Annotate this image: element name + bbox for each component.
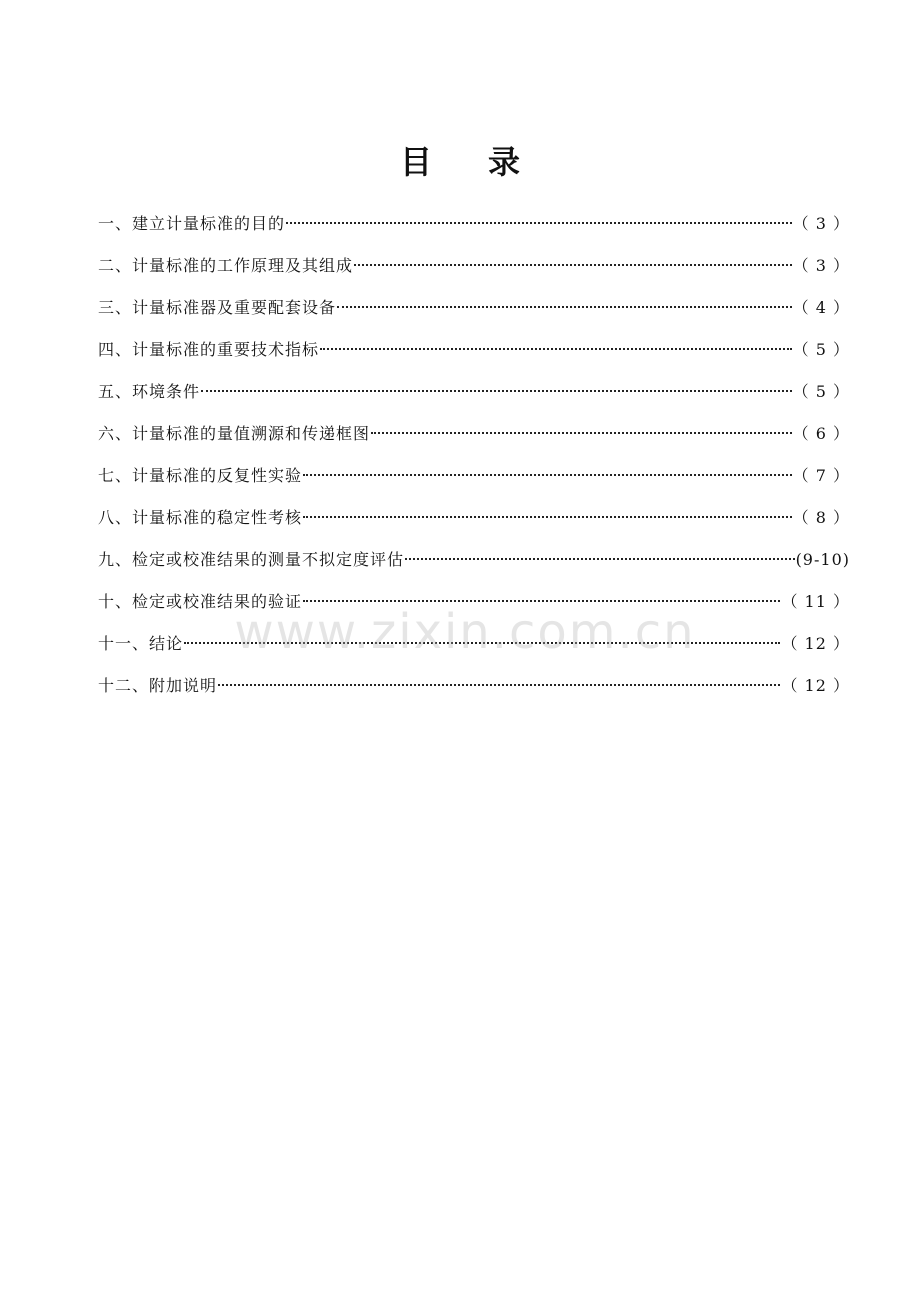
toc-entry-6[interactable] — [98, 413, 850, 455]
toc-entry-page: （ 12 ） — [781, 634, 850, 653]
toc-entry-1[interactable] — [98, 203, 850, 245]
toc-entry-page: （ 8 ） — [792, 508, 850, 527]
toc-entry-label: 十二、附加说明 — [98, 676, 218, 695]
page-title — [0, 138, 920, 186]
title-char-left: 目 — [399, 143, 432, 181]
toc-entry-8[interactable] — [98, 497, 850, 539]
toc-entry-label: 十、检定或校准结果的验证 — [98, 592, 303, 611]
toc-leader-dots — [371, 432, 792, 434]
toc-leader-dots — [201, 390, 792, 392]
toc-entry-label: 五、环境条件 — [98, 382, 201, 401]
toc-entry-3[interactable] — [98, 287, 850, 329]
toc-entry-label: 九、检定或校准结果的测量不拟定度评估 — [98, 550, 405, 569]
toc-entry-page: （ 5 ） — [792, 382, 850, 401]
toc-entry-page: （ 5 ） — [792, 340, 850, 359]
toc-entry-page: （ 6 ） — [792, 424, 850, 443]
toc-leader-dots — [303, 516, 792, 518]
toc-leader-dots — [218, 684, 780, 686]
toc-entry-5[interactable] — [98, 371, 850, 413]
table-of-contents — [98, 203, 850, 707]
toc-entry-page: （ 3 ） — [792, 256, 850, 275]
toc-entry-7[interactable] — [98, 455, 850, 497]
toc-entry-11[interactable] — [98, 623, 850, 665]
toc-leader-dots — [286, 222, 792, 224]
toc-leader-dots — [303, 474, 792, 476]
toc-entry-label: 八、计量标准的稳定性考核 — [98, 508, 303, 527]
toc-entry-label: 三、计量标准器及重要配套设备 — [98, 298, 337, 317]
toc-entry-2[interactable] — [98, 245, 850, 287]
toc-leader-dots — [303, 600, 780, 602]
toc-entry-page: （ 7 ） — [792, 466, 850, 485]
toc-entry-label: 十一、结论 — [98, 634, 184, 653]
toc-entry-label: 七、计量标准的反复性实验 — [98, 466, 303, 485]
toc-entry-label: 四、计量标准的重要技术指标 — [98, 340, 320, 359]
toc-leader-dots — [320, 348, 792, 350]
toc-entry-10[interactable] — [98, 581, 850, 623]
toc-entry-9[interactable] — [98, 539, 850, 581]
toc-leader-dots — [405, 558, 795, 560]
toc-entry-page: （ 3 ） — [792, 214, 850, 233]
toc-leader-dots — [184, 642, 780, 644]
toc-entry-page: （ 4 ） — [792, 298, 850, 317]
toc-leader-dots — [337, 306, 792, 308]
toc-leader-dots — [354, 264, 792, 266]
toc-entry-label: 一、建立计量标准的目的 — [98, 214, 286, 233]
toc-entry-page: (9-10) — [795, 550, 850, 569]
title-char-right: 录 — [488, 143, 521, 181]
watermark: www.zixin.com.cn — [234, 604, 696, 660]
toc-entry-4[interactable] — [98, 329, 850, 371]
toc-entry-12[interactable] — [98, 665, 850, 707]
toc-entry-page: （ 12 ） — [781, 676, 850, 695]
toc-entry-label: 六、计量标准的量值溯源和传递框图 — [98, 424, 371, 443]
toc-entry-page: （ 11 ） — [781, 592, 850, 611]
toc-entry-label: 二、计量标准的工作原理及其组成 — [98, 256, 354, 275]
